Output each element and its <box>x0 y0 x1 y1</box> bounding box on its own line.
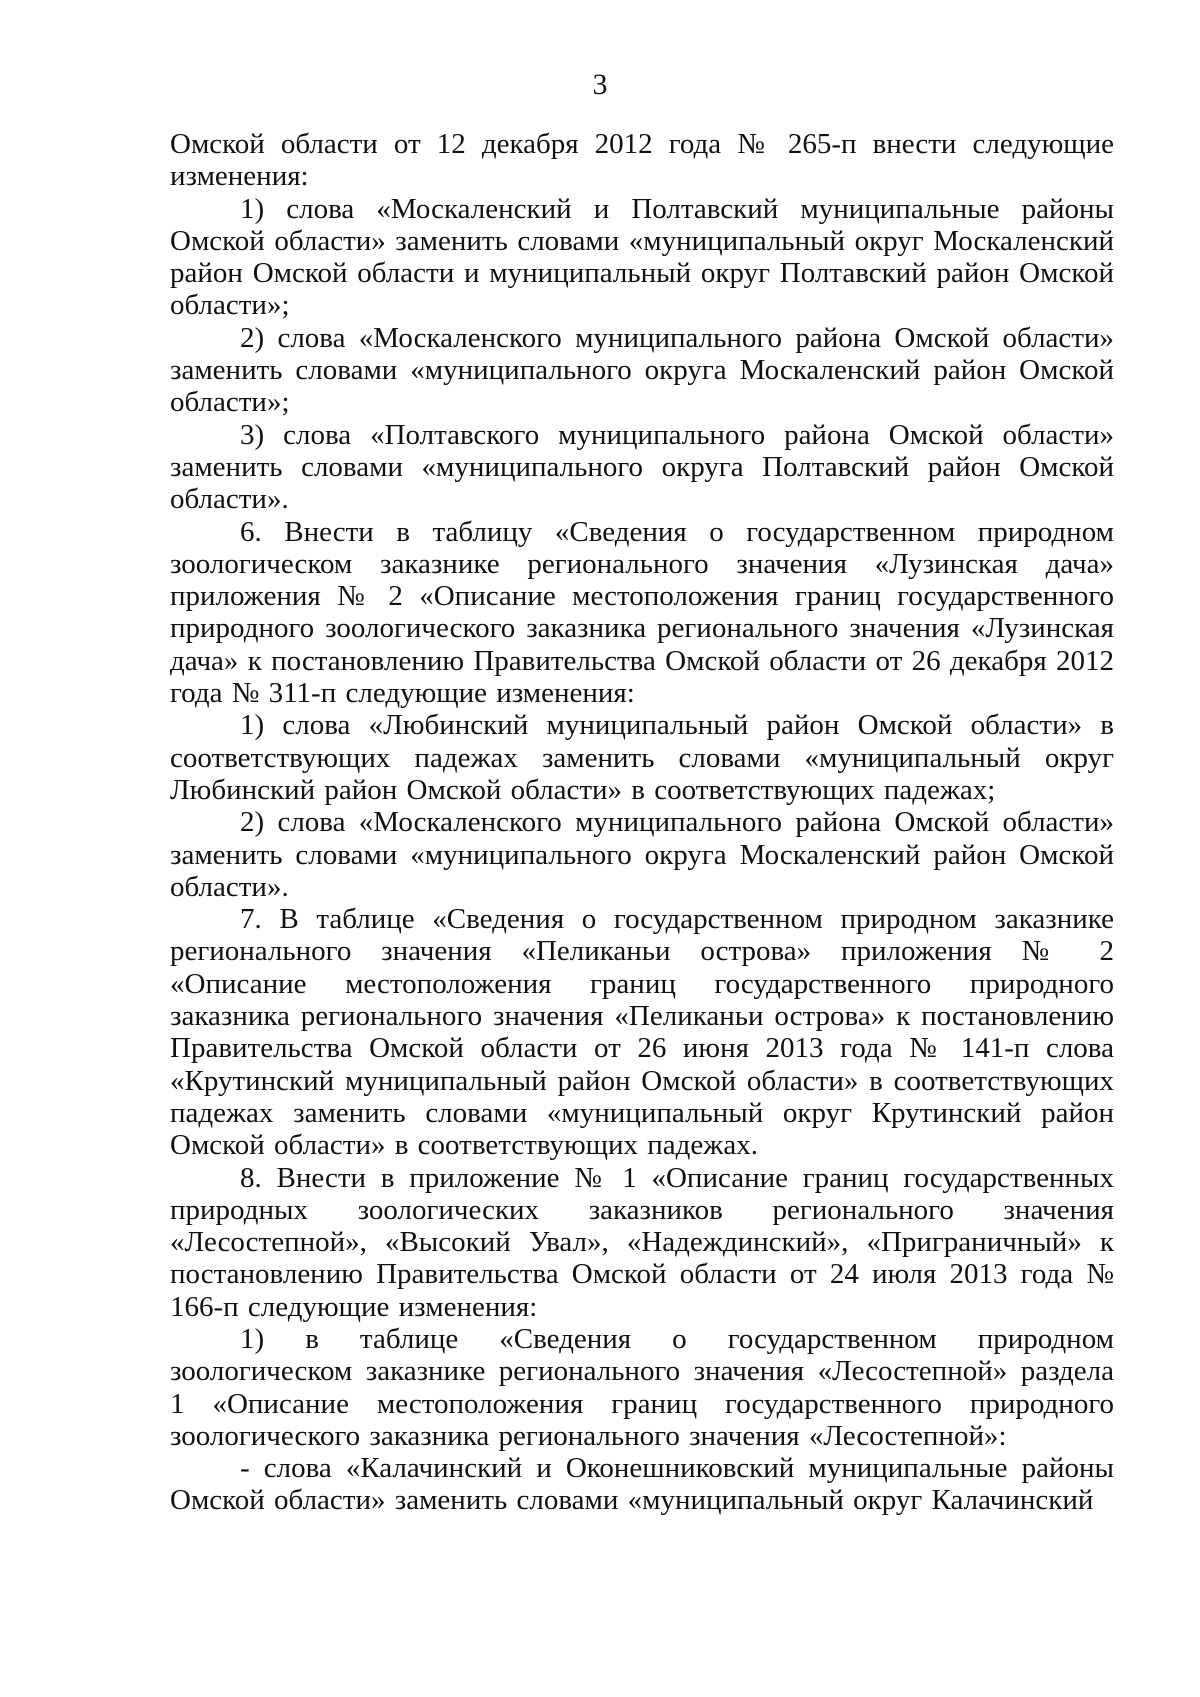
paragraph-item-1: 1) слова «Москаленский и Полтавский муниципальные районы Омской области» заменить словами «муниципальный округ Москаленский район Омской области и муниципальный округ Полтавский район Омской области»; <box>170 192 1114 322</box>
paragraph-continuation: Омской области от 12 декабря 2012 года № 265-п внести следующие изменения: <box>170 128 1114 193</box>
paragraph-point-7: 7. В таблице «Сведения о государственном природном заказнике регионального значения «Пеликаньи острова» приложения № 2 «Описание местоположения границ государственного природного заказника регионального значения «Пеликаньи острова» к постановлению Правительства Омской области от 26 июня 2013 года № 141-п слова «Крутинский муниципальный район Омской области» в соответствующих падежах заменить словами «муниципальный округ Крутинский район Омской области» в соответствующих падежах. <box>170 903 1114 1162</box>
paragraph-item-2: 2) слова «Москаленского муниципального района Омской области» заменить словами «муниципального округа Москаленский район Омской области»; <box>170 321 1114 419</box>
document-body <box>170 128 1114 1517</box>
paragraph-item-3: 3) слова «Полтавского муниципального района Омской области» заменить словами «муниципального округа Полтавский район Омской области». <box>170 418 1114 516</box>
paragraph-item-1: 1) в таблице «Сведения о государственном природном зоологическом заказнике регионального значения «Лесостепной» раздела 1 «Описание местоположения границ государственного природного зоологического заказника регионального значения «Лесостепной»: <box>170 1322 1114 1452</box>
paragraph-dash-item: - слова «Калачинский и Оконешниковский муниципальные районы Омской области» заменить словами «муниципальный округ Калачинский <box>170 1452 1114 1517</box>
paragraph-item-2: 2) слова «Москаленского муниципального района Омской области» заменить словами «муниципального округа Москаленский район Омской области». <box>170 806 1114 903</box>
paragraph-point-8: 8. Внести в приложение № 1 «Описание границ государственных природных зоологических заказников регионального значения «Лесостепной», «Высокий Увал», «Надеждинский», «Приграничный» к постановлению Правительства Омской области от 24 июля 2013 года № 166-п следующие изменения: <box>170 1161 1114 1323</box>
paragraph-item-1: 1) слова «Любинский муниципальный район Омской области» в соответствующих падежах заменить словами «муниципальный округ Любинский район Омской области» в соответствующих падежах; <box>170 709 1114 806</box>
paragraph-point-6: 6. Внести в таблицу «Сведения о государственном природном зоологическом заказнике регионального значения «Лузинская дача» приложения № 2 «Описание местоположения границ государственного природного зоологического заказника регионального значения «Лузинская дача» к постановлению Правительства Омской области от 26 декабря 2012 года № 311-п следующие изменения: <box>170 515 1114 710</box>
page-number: 3 <box>592 68 608 101</box>
